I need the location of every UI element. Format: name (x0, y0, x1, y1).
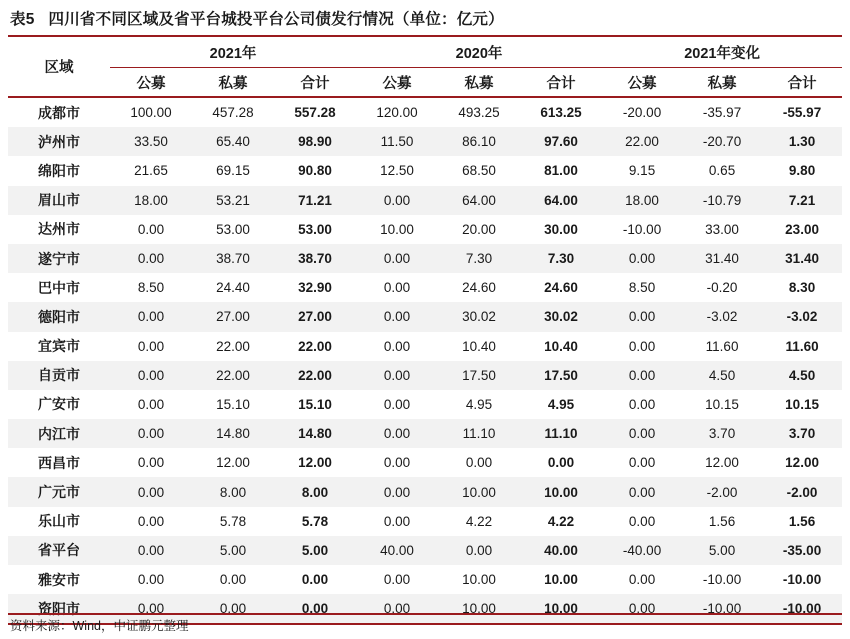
cell-value: 12.00 (216, 455, 250, 471)
cell-region: 广元市 (8, 477, 110, 506)
cell-value: 4.22 (547, 513, 575, 529)
table-body (8, 97, 842, 624)
cell-value: 4.95 (547, 396, 575, 412)
cell-value: 17.50 (520, 361, 602, 390)
table-head (8, 36, 842, 97)
cell-value: 22.00 (192, 361, 274, 390)
cell-value: 53.00 (298, 221, 332, 237)
cell-value: 24.60 (462, 280, 496, 296)
cell-value: 10.40 (462, 338, 496, 354)
cell-value: 7.30 (520, 244, 602, 273)
cell-value: 0.00 (628, 572, 656, 588)
cell-value: 4.22 (465, 513, 493, 529)
cell-value: 69.15 (216, 163, 250, 179)
cell-value: 30.02 (520, 302, 602, 331)
cell-value: 30.00 (544, 221, 578, 237)
cell-value: 40.00 (520, 536, 602, 565)
cell-value: 90.80 (298, 163, 332, 179)
cell-value: 613.25 (540, 105, 582, 121)
cell-value: 14.80 (192, 419, 274, 448)
cell-value: 0.00 (383, 513, 411, 529)
cell-value: 10.40 (544, 338, 578, 354)
cell-value: -55.97 (782, 105, 822, 121)
cell-value: 1.30 (762, 127, 842, 156)
cell-region: 巴中市 (38, 279, 80, 296)
cell-value: 10.00 (462, 572, 496, 588)
cell-region: 资阳市 (8, 594, 110, 624)
table-title (8, 0, 842, 35)
cell-value: 0.00 (110, 419, 192, 448)
cell-value: 0.00 (137, 396, 165, 412)
cell-value: 12.00 (298, 455, 332, 471)
cell-value: 0.00 (356, 244, 438, 273)
table-row (8, 477, 842, 506)
cell-region: 广安市 (38, 396, 80, 413)
cell-region: 泸州市 (8, 127, 110, 156)
cell-region: 西昌市 (38, 454, 80, 471)
cell-value: 493.25 (458, 105, 500, 121)
cell-region: 内江市 (8, 419, 110, 448)
group-header-change: 2021年变化 (602, 36, 842, 68)
cell-value: 10.00 (520, 477, 602, 506)
cell-value: -10.00 (682, 594, 762, 624)
cell-value: 0.00 (356, 186, 438, 215)
cell-value: 5.78 (219, 513, 247, 529)
cell-value: 10.15 (785, 396, 819, 412)
column-header-2021-private: 私募 (218, 75, 248, 92)
cell-value: 38.70 (274, 244, 356, 273)
cell-value: 0.00 (110, 361, 192, 390)
cell-value: 0.00 (383, 455, 411, 471)
cell-value: -20.00 (622, 105, 662, 121)
column-header-region: 区域 (8, 36, 110, 97)
table-title-text: 四川省不同区域及省平台城投平台公司债发行情况（单位：亿元） (48, 11, 504, 28)
cell-value: 81.00 (544, 163, 578, 179)
cell-value: 30.02 (438, 302, 520, 331)
cell-value: 0.00 (110, 244, 192, 273)
cell-value: 97.60 (520, 127, 602, 156)
cell-value: 10.00 (438, 594, 520, 624)
cell-value: -10.00 (622, 221, 662, 237)
cell-value: 5.00 (682, 536, 762, 565)
cell-value: -10.00 (762, 594, 842, 624)
table-row (8, 156, 842, 185)
cell-value: 12.00 (705, 455, 739, 471)
cell-value: 20.00 (462, 221, 496, 237)
cell-value: 1.56 (788, 513, 816, 529)
cell-value: 14.80 (274, 419, 356, 448)
cell-value: 0.00 (137, 455, 165, 471)
cell-value: 8.00 (274, 477, 356, 506)
cell-value: 4.95 (465, 396, 493, 412)
cell-value: 0.00 (137, 338, 165, 354)
cell-value: 15.10 (216, 396, 250, 412)
cell-value: 38.70 (192, 244, 274, 273)
table-row (8, 97, 842, 127)
cell-value: 0.00 (137, 513, 165, 529)
cell-value: 0.00 (356, 302, 438, 331)
cell-value: 0.00 (356, 419, 438, 448)
cell-value: 0.00 (628, 338, 656, 354)
cell-value: 33.50 (110, 127, 192, 156)
cell-value: 0.00 (110, 536, 192, 565)
cell-value: 31.40 (682, 244, 762, 273)
cell-value: 0.00 (628, 396, 656, 412)
cell-region: 达州市 (38, 221, 80, 238)
table-row (8, 419, 842, 448)
source-note: 资料来源：Wind，中证鹏元整理 (10, 619, 189, 633)
cell-value: 3.70 (762, 419, 842, 448)
cell-value: 5.00 (274, 536, 356, 565)
cell-value: -3.02 (682, 302, 762, 331)
group-header-2021: 2021年 (110, 36, 356, 68)
cell-value: 24.60 (544, 280, 578, 296)
cell-region: 自贡市 (8, 361, 110, 390)
cell-value: 12.50 (380, 163, 414, 179)
cell-region: 眉山市 (8, 186, 110, 215)
cell-value: 10.15 (705, 396, 739, 412)
cell-value: 11.60 (785, 338, 819, 354)
cell-value: 0.00 (274, 594, 356, 624)
cell-value: 0.00 (110, 302, 192, 331)
cell-value: 98.90 (274, 127, 356, 156)
cell-value: 4.50 (762, 361, 842, 390)
cell-value: 9.80 (788, 163, 816, 179)
table-row (8, 448, 842, 477)
cell-value: 8.50 (137, 280, 165, 296)
cell-value: -10.00 (702, 572, 742, 588)
cell-value: 0.00 (602, 419, 682, 448)
cell-value: 53.00 (216, 221, 250, 237)
cell-value: 3.70 (682, 419, 762, 448)
cell-value: 33.00 (705, 221, 739, 237)
cell-value: 9.15 (628, 163, 656, 179)
cell-value: 5.00 (192, 536, 274, 565)
cell-value: 17.50 (438, 361, 520, 390)
cell-value: 457.28 (212, 105, 254, 121)
cell-value: 22.00 (602, 127, 682, 156)
cell-value: 23.00 (785, 221, 819, 237)
column-header-2021-total: 合计 (300, 75, 330, 92)
cell-value: 0.00 (356, 477, 438, 506)
table-row (8, 273, 842, 302)
cell-value: 557.28 (294, 105, 336, 121)
cell-region: 成都市 (38, 104, 80, 121)
cell-value: 0.00 (137, 572, 165, 588)
table-row (8, 186, 842, 215)
cell-region: 乐山市 (38, 513, 80, 530)
cell-value: 0.00 (602, 244, 682, 273)
cell-value: 0.00 (628, 513, 656, 529)
cell-value: 11.10 (520, 419, 602, 448)
cell-region: 德阳市 (8, 302, 110, 331)
cell-value: -35.00 (762, 536, 842, 565)
cell-value: 7.30 (438, 244, 520, 273)
cell-region: 宜宾市 (38, 338, 80, 355)
cell-value: 0.00 (465, 455, 493, 471)
cell-value: 10.00 (544, 572, 578, 588)
cell-value: 0.00 (192, 594, 274, 624)
cell-value: 10.00 (438, 477, 520, 506)
table-row (8, 215, 842, 244)
cell-value: 4.50 (682, 361, 762, 390)
cell-value: 15.10 (298, 396, 332, 412)
cell-value: 32.90 (298, 280, 332, 296)
cell-value: 0.00 (602, 594, 682, 624)
cell-value: 7.21 (762, 186, 842, 215)
cell-value: -0.20 (706, 280, 738, 296)
cell-value: 11.50 (356, 127, 438, 156)
cell-value: 8.50 (628, 280, 656, 296)
cell-value: 22.00 (216, 338, 250, 354)
table-row (8, 302, 842, 331)
cell-value: 0.00 (137, 221, 165, 237)
table-row (8, 332, 842, 361)
column-header-2020-total: 合计 (546, 75, 576, 92)
cell-value: 8.00 (192, 477, 274, 506)
table-group-header-row (8, 36, 842, 68)
cell-value: 0.00 (602, 361, 682, 390)
cell-value: 27.00 (274, 302, 356, 331)
cell-value: 0.00 (356, 361, 438, 390)
cell-value: 27.00 (192, 302, 274, 331)
column-header-2020-public: 公募 (382, 75, 412, 92)
footer-divider (8, 613, 842, 615)
cell-value: 0.00 (602, 477, 682, 506)
cell-region: 雅安市 (38, 571, 80, 588)
cell-value: 0.00 (547, 455, 575, 471)
cell-region: 省平台 (8, 536, 110, 565)
cell-value: 0.00 (110, 594, 192, 624)
cell-value: 18.00 (602, 186, 682, 215)
cell-value: 10.00 (520, 594, 602, 624)
cell-value: -10.00 (782, 572, 822, 588)
table-row (8, 127, 842, 156)
cell-value: 120.00 (376, 105, 418, 121)
cell-value: -3.02 (762, 302, 842, 331)
table-sub-header-row (8, 68, 842, 98)
cell-value: 24.40 (216, 280, 250, 296)
cell-value: 11.10 (438, 419, 520, 448)
cell-value: 10.00 (380, 221, 414, 237)
cell-value: 40.00 (356, 536, 438, 565)
cell-value: 21.65 (134, 163, 168, 179)
cell-value: -20.70 (682, 127, 762, 156)
cell-value: 8.30 (788, 280, 816, 296)
cell-value: 0.00 (383, 572, 411, 588)
cell-value: 0.00 (301, 572, 329, 588)
cell-value: 1.56 (708, 513, 736, 529)
cell-value: 68.50 (462, 163, 496, 179)
cell-value: 100.00 (130, 105, 172, 121)
cell-region: 遂宁市 (8, 244, 110, 273)
column-header-change-public: 公募 (627, 75, 657, 92)
cell-value: 5.78 (301, 513, 329, 529)
table-row (8, 390, 842, 419)
cell-value: 0.00 (383, 338, 411, 354)
cell-value: -10.79 (682, 186, 762, 215)
table-row (8, 536, 842, 565)
cell-value: 65.40 (192, 127, 274, 156)
cell-value: 0.00 (383, 280, 411, 296)
cell-value: 0.00 (110, 477, 192, 506)
cell-value: -35.97 (702, 105, 742, 121)
cell-value: -40.00 (602, 536, 682, 565)
cell-value: 12.00 (785, 455, 819, 471)
cell-value: 0.00 (219, 572, 247, 588)
column-header-2020-private: 私募 (464, 75, 494, 92)
group-header-2020: 2020年 (356, 36, 602, 68)
cell-value: 0.00 (438, 536, 520, 565)
cell-value: 22.00 (274, 361, 356, 390)
cell-value: -2.00 (762, 477, 842, 506)
table-row (8, 361, 842, 390)
cell-value: 64.00 (520, 186, 602, 215)
cell-value: 86.10 (438, 127, 520, 156)
cell-value: -2.00 (682, 477, 762, 506)
table-row (8, 507, 842, 536)
cell-value: 64.00 (438, 186, 520, 215)
data-table (8, 35, 842, 625)
cell-value: 22.00 (298, 338, 332, 354)
cell-value: 71.21 (274, 186, 356, 215)
cell-value: 0.00 (356, 594, 438, 624)
cell-value: 53.21 (192, 186, 274, 215)
table-row (8, 565, 842, 594)
column-header-2021-public: 公募 (136, 75, 166, 92)
cell-value: 0.00 (383, 396, 411, 412)
table-title-label: 表5 (10, 11, 35, 28)
cell-value: 0.65 (708, 163, 736, 179)
cell-value: 0.00 (602, 302, 682, 331)
cell-region: 绵阳市 (38, 162, 80, 179)
column-header-change-total: 合计 (787, 75, 817, 92)
cell-value: 18.00 (110, 186, 192, 215)
table-row (8, 244, 842, 273)
cell-value: 31.40 (762, 244, 842, 273)
column-header-change-private: 私募 (707, 75, 737, 92)
cell-value: 11.60 (705, 338, 739, 354)
cell-value: 0.00 (628, 455, 656, 471)
